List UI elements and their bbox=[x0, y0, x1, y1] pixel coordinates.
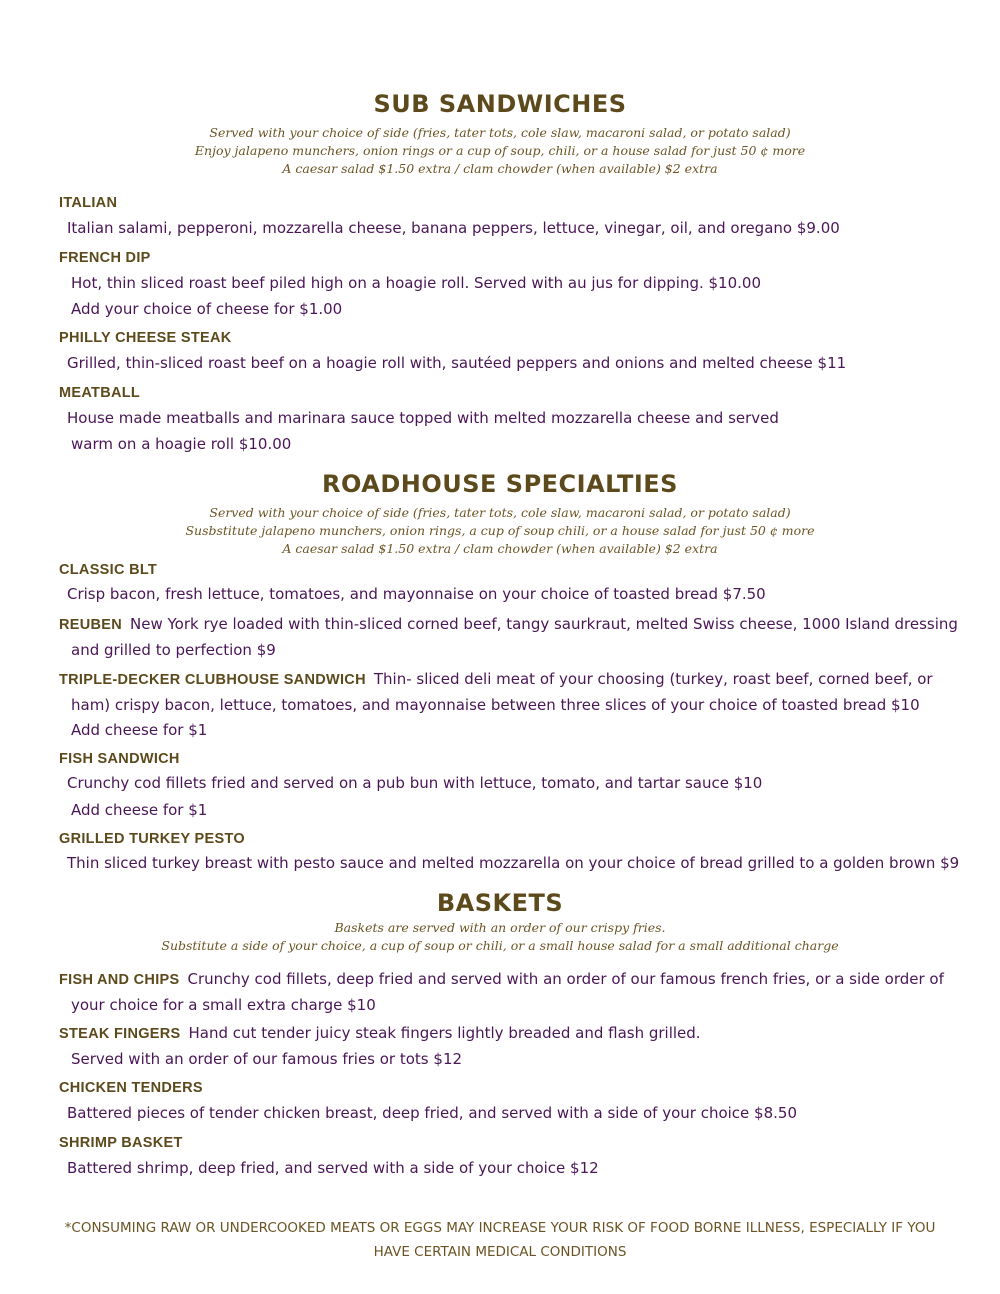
menu-item-reuben bbox=[59, 615, 958, 633]
menu-item-clubhouse-description-cont: ham) crispy bacon, lettuce, tomatoes, and mayonnaise between three slices of your choice of toasted bread $10 bbox=[71, 696, 920, 714]
section-note-roadhouse bbox=[0, 504, 1000, 558]
menu-item-steak-fingers-name: STEAK FINGERS bbox=[59, 1026, 181, 1042]
menu-item-chicken-tenders-name: CHICKEN TENDERS bbox=[59, 1080, 203, 1096]
note-line: Substitute a side of your choice, a cup of soup or chili, or a small house salad for a small additional charge bbox=[161, 938, 839, 953]
food-safety-disclaimer bbox=[40, 1216, 960, 1264]
disclaimer-line: *CONSUMING RAW OR UNDERCOOKED MEATS OR EGGS MAY INCREASE YOUR RISK OF FOOD BORNE ILLNESS, ESPECIALLY IF YOU bbox=[64, 1220, 936, 1236]
menu-item-chicken-tenders-description: Battered pieces of tender chicken breast, deep fried, and served with a side of your choice $8.50 bbox=[67, 1104, 797, 1122]
menu-item-fish-and-chips bbox=[59, 970, 944, 988]
menu-item-shrimp-basket-description: Battered shrimp, deep fried, and served with a side of your choice $12 bbox=[67, 1159, 599, 1177]
note-line: Served with your choice of side (fries, tater tots, cole slaw, macaroni salad, or potato salad) bbox=[209, 505, 791, 520]
menu-item-philly-name: PHILLY CHEESE STEAK bbox=[59, 330, 232, 346]
menu-item-fish-and-chips-description: Crunchy cod fillets, deep fried and served with an order of our famous french fries, or a side order of bbox=[187, 970, 944, 988]
note-line: Served with your choice of side (fries, tater tots, cole slaw, macaroni salad, or potato salad) bbox=[209, 125, 791, 140]
menu-item-turkey-pesto-description: Thin sliced turkey breast with pesto sauce and melted mozzarella on your choice of bread grilled to a golden brown $9 bbox=[67, 854, 960, 872]
menu-item-steak-fingers bbox=[59, 1024, 701, 1042]
menu-item-turkey-pesto-name: GRILLED TURKEY PESTO bbox=[59, 831, 245, 847]
menu-item-clubhouse-extra: Add cheese for $1 bbox=[71, 721, 208, 739]
section-title-roadhouse: ROADHOUSE SPECIALTIES bbox=[322, 470, 678, 498]
menu-item-clubhouse bbox=[59, 670, 933, 688]
menu-item-fish-sandwich-description: Crunchy cod fillets fried and served on a pub bun with lettuce, tomato, and tartar sauce $10 bbox=[67, 774, 763, 792]
menu-item-french-dip-extra: Add your choice of cheese for $1.00 bbox=[71, 300, 343, 318]
note-line: Enjoy jalapeno munchers, onion rings or a cup of soup, chili, or a house salad for just 50 ¢ more bbox=[194, 143, 806, 158]
menu-item-blt-name: CLASSIC BLT bbox=[59, 562, 158, 578]
menu-item-clubhouse-name: TRIPLE-DECKER CLUBHOUSE SANDWICH bbox=[59, 672, 366, 688]
note-line: Susbstitute jalapeno munchers, onion rings, a cup of soup chili, or a house salad for just 50 ¢ more bbox=[185, 523, 815, 538]
note-line: A caesar salad $1.50 extra / clam chowder (when available) $2 extra bbox=[282, 161, 718, 176]
menu-item-italian-description: Italian salami, pepperoni, mozzarella cheese, banana peppers, lettuce, vinegar, oil, and oregano $9.00 bbox=[67, 219, 840, 237]
menu-item-fish-and-chips-description-cont: your choice for a small extra charge $10 bbox=[71, 996, 376, 1014]
menu-item-french-dip-name: FRENCH DIP bbox=[59, 250, 151, 266]
menu-item-reuben-name: REUBEN bbox=[59, 617, 123, 633]
menu-item-meatball-description-cont: warm on a hoagie roll $10.00 bbox=[71, 435, 292, 453]
note-line: Baskets are served with an order of our crispy fries. bbox=[334, 920, 666, 935]
menu-item-meatball-name: MEATBALL bbox=[59, 385, 141, 401]
menu-item-fish-and-chips-name: FISH AND CHIPS bbox=[59, 972, 180, 988]
menu-item-fish-sandwich-extra: Add cheese for $1 bbox=[71, 801, 208, 819]
section-title-baskets: BASKETS bbox=[436, 889, 564, 917]
section-note-baskets bbox=[0, 919, 1000, 955]
menu-item-reuben-description-cont: and grilled to perfection $9 bbox=[71, 641, 276, 659]
menu-item-clubhouse-description: Thin- sliced deli meat of your choosing (turkey, roast beef, corned beef, or bbox=[373, 670, 933, 688]
menu-item-french-dip-description: Hot, thin sliced roast beef piled high on a hoagie roll. Served with au jus for dipping. $10.00 bbox=[71, 274, 761, 292]
menu-item-fish-sandwich-name: FISH SANDWICH bbox=[59, 751, 180, 767]
note-line: A caesar salad $1.50 extra / clam chowder (when available) $2 extra bbox=[282, 541, 718, 556]
menu-item-meatball-description: House made meatballs and marinara sauce topped with melted mozzarella cheese and served bbox=[67, 409, 779, 427]
menu-item-shrimp-basket-name: SHRIMP BASKET bbox=[59, 1135, 183, 1151]
menu-item-steak-fingers-description: Hand cut tender juicy steak fingers lightly breaded and flash grilled. bbox=[188, 1024, 701, 1042]
menu-item-blt-description: Crisp bacon, fresh lettuce, tomatoes, and mayonnaise on your choice of toasted bread $7.50 bbox=[67, 585, 766, 603]
menu-item-philly-description: Grilled, thin-sliced roast beef on a hoagie roll with, sautéed peppers and onions and melted cheese $11 bbox=[67, 354, 847, 372]
menu-item-reuben-description: New York rye loaded with thin-sliced corned beef, tangy saurkraut, melted Swiss cheese, 1000 Island dressing bbox=[130, 615, 958, 633]
section-note-sub-sandwiches bbox=[0, 124, 1000, 178]
menu-item-steak-fingers-description-cont: Served with an order of our famous fries or tots $12 bbox=[71, 1050, 463, 1068]
section-title-sub-sandwiches: SUB SANDWICHES bbox=[373, 90, 627, 118]
disclaimer-line: HAVE CERTAIN MEDICAL CONDITIONS bbox=[373, 1244, 627, 1260]
menu-item-italian-name: ITALIAN bbox=[59, 195, 118, 211]
